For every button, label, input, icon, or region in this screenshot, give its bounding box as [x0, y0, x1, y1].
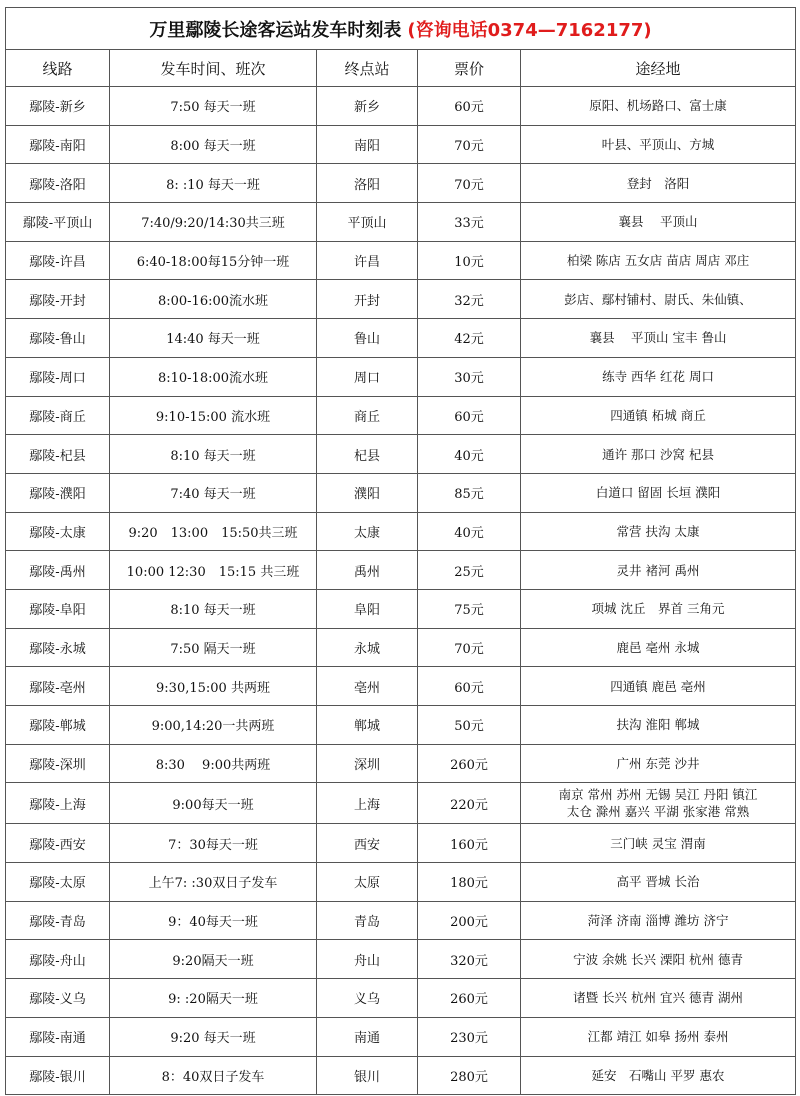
- price-cell: 220元: [418, 783, 521, 824]
- price-cell: 260元: [418, 979, 521, 1018]
- price-cell: 25元: [418, 551, 521, 590]
- table-row: [6, 706, 796, 745]
- route-cell: 鄢陵-太康: [6, 512, 110, 551]
- via-cell: [521, 319, 796, 358]
- price-cell: 60元: [418, 396, 521, 435]
- via-line: 四通镇 柘城 商丘: [610, 407, 706, 423]
- table-row: [6, 1056, 796, 1095]
- via-cell: [521, 824, 796, 863]
- via-cell: [521, 551, 796, 590]
- table-row: [6, 901, 796, 940]
- via-line: 高平 晋城 长治: [616, 874, 700, 890]
- header-time: 发车时间、班次: [110, 50, 317, 87]
- time-cell: 9:20 每天一班: [110, 1017, 317, 1056]
- destination-cell: 太原: [317, 863, 418, 902]
- table-row: [6, 940, 796, 979]
- via-cell: [521, 87, 796, 126]
- price-cell: 200元: [418, 901, 521, 940]
- destination-cell: 永城: [317, 628, 418, 667]
- table-row: [6, 863, 796, 902]
- via-cell: [521, 203, 796, 242]
- route-cell: 鄢陵-舟山: [6, 940, 110, 979]
- price-cell: 160元: [418, 824, 521, 863]
- time-cell: 8: :10 每天一班: [110, 164, 317, 203]
- price-cell: 32元: [418, 280, 521, 319]
- time-cell: 8:30 9:00共两班: [110, 744, 317, 783]
- via-line: 白道口 留固 长垣 濮阳: [595, 485, 721, 501]
- route-cell: 鄢陵-南阳: [6, 125, 110, 164]
- via-line: 鹿邑 亳州 永城: [616, 639, 700, 655]
- price-cell: 30元: [418, 357, 521, 396]
- time-cell: 9:00,14:20一共两班: [110, 706, 317, 745]
- destination-cell: 亳州: [317, 667, 418, 706]
- via-cell: [521, 125, 796, 164]
- via-cell: [521, 280, 796, 319]
- via-line-2: 太仓 滁州 嘉兴 平湖 张家港 常熟: [566, 804, 750, 820]
- via-line: 菏泽 济南 淄博 潍坊 济宁: [587, 913, 729, 929]
- via-line: 江都 靖江 如皋 扬州 泰州: [587, 1029, 729, 1045]
- destination-cell: 鲁山: [317, 319, 418, 358]
- via-line: 练寺 西华 红花 周口: [602, 369, 714, 385]
- time-cell: 6:40-18:00每15分钟一班: [110, 241, 317, 280]
- route-cell: 鄢陵-银川: [6, 1056, 110, 1095]
- via-cell: [521, 901, 796, 940]
- price-cell: 320元: [418, 940, 521, 979]
- route-cell: 鄢陵-新乡: [6, 87, 110, 126]
- via-line: 灵井 褚河 禹州: [616, 562, 700, 578]
- price-cell: 260元: [418, 744, 521, 783]
- via-line: 登封 洛阳: [626, 175, 690, 191]
- header-row: [6, 50, 796, 87]
- via-cell: [521, 435, 796, 474]
- route-cell: 鄢陵-周口: [6, 357, 110, 396]
- destination-cell: 义乌: [317, 979, 418, 1018]
- route-cell: 鄢陵-永城: [6, 628, 110, 667]
- route-cell: 鄢陵-平顶山: [6, 203, 110, 242]
- via-cell: [521, 1017, 796, 1056]
- route-cell: 鄢陵-鲁山: [6, 319, 110, 358]
- table-row: [6, 628, 796, 667]
- table-row: [6, 319, 796, 358]
- via-cell: [521, 783, 796, 824]
- route-cell: 鄢陵-濮阳: [6, 473, 110, 512]
- table-row: [6, 473, 796, 512]
- time-cell: 7：30每天一班: [110, 824, 317, 863]
- route-cell: 鄢陵-开封: [6, 280, 110, 319]
- via-line: 柏梁 陈店 五女店 苗店 周店 邓庄: [566, 253, 750, 269]
- table-row: [6, 783, 796, 824]
- page-title: [6, 8, 796, 50]
- price-cell: 33元: [418, 203, 521, 242]
- destination-cell: 濮阳: [317, 473, 418, 512]
- header-route: 线路: [6, 50, 110, 87]
- time-cell: 9:10-15:00 流水班: [110, 396, 317, 435]
- via-line: 延安 石嘴山 平罗 惠农: [591, 1067, 725, 1083]
- time-cell: 10:00 12:30 15:15 共三班: [110, 551, 317, 590]
- via-line: 常营 扶沟 太康: [616, 523, 700, 539]
- price-cell: 50元: [418, 706, 521, 745]
- table-row: [6, 1017, 796, 1056]
- time-cell: 7:50 每天一班: [110, 87, 317, 126]
- table-row: [6, 667, 796, 706]
- title-text: 万里鄢陵长途客运站发车时刻表: [149, 19, 402, 41]
- table-row: [6, 551, 796, 590]
- table-row: [6, 125, 796, 164]
- time-cell: 14:40 每天一班: [110, 319, 317, 358]
- via-line: 襄县 平顶山: [618, 214, 698, 230]
- price-cell: 230元: [418, 1017, 521, 1056]
- destination-cell: 许昌: [317, 241, 418, 280]
- via-line: 南京 常州 苏州 无锡 吴江 丹阳 镇江: [558, 787, 758, 803]
- via-cell: [521, 979, 796, 1018]
- table-row: [6, 164, 796, 203]
- route-cell: 鄢陵-亳州: [6, 667, 110, 706]
- schedule-sheet: [5, 7, 795, 1095]
- via-line: 扶沟 淮阳 郸城: [616, 717, 700, 733]
- via-cell: [521, 241, 796, 280]
- route-cell: 鄢陵-郸城: [6, 706, 110, 745]
- destination-cell: 新乡: [317, 87, 418, 126]
- via-cell: [521, 863, 796, 902]
- table-row: [6, 824, 796, 863]
- destination-cell: 开封: [317, 280, 418, 319]
- destination-cell: 南通: [317, 1017, 418, 1056]
- time-cell: 9:00每天一班: [110, 783, 317, 824]
- destination-cell: 太康: [317, 512, 418, 551]
- price-cell: 180元: [418, 863, 521, 902]
- route-cell: 鄢陵-许昌: [6, 241, 110, 280]
- header-destination: 终点站: [317, 50, 418, 87]
- via-line: 叶县、平顶山、方城: [601, 137, 715, 153]
- destination-cell: 青岛: [317, 901, 418, 940]
- table-row: [6, 512, 796, 551]
- via-line: 广州 东莞 沙井: [616, 756, 700, 772]
- time-cell: 8:10 每天一班: [110, 435, 317, 474]
- via-line: 彭店、鄢村铺村、尉氏、朱仙镇、: [564, 291, 752, 307]
- route-cell: 鄢陵-南通: [6, 1017, 110, 1056]
- time-cell: 7:40/9:20/14:30共三班: [110, 203, 317, 242]
- time-cell: 7:50 隔天一班: [110, 628, 317, 667]
- via-cell: [521, 512, 796, 551]
- time-cell: 9:30,15:00 共两班: [110, 667, 317, 706]
- header-via: 途经地: [521, 50, 796, 87]
- destination-cell: 阜阳: [317, 589, 418, 628]
- time-cell: 9：40每天一班: [110, 901, 317, 940]
- route-cell: 鄢陵-禹州: [6, 551, 110, 590]
- via-cell: [521, 473, 796, 512]
- destination-cell: 舟山: [317, 940, 418, 979]
- route-cell: 鄢陵-深圳: [6, 744, 110, 783]
- table-row: [6, 203, 796, 242]
- destination-cell: 深圳: [317, 744, 418, 783]
- table-row: [6, 396, 796, 435]
- price-cell: 70元: [418, 164, 521, 203]
- table-row: [6, 280, 796, 319]
- via-cell: [521, 706, 796, 745]
- table-row: [6, 979, 796, 1018]
- time-cell: 上午7: :30双日子发车: [110, 863, 317, 902]
- destination-cell: 禹州: [317, 551, 418, 590]
- destination-cell: 商丘: [317, 396, 418, 435]
- time-cell: 7:40 每天一班: [110, 473, 317, 512]
- table-row: [6, 589, 796, 628]
- destination-cell: 洛阳: [317, 164, 418, 203]
- time-cell: 8：40双日子发车: [110, 1056, 317, 1095]
- destination-cell: 上海: [317, 783, 418, 824]
- destination-cell: 银川: [317, 1056, 418, 1095]
- route-cell: 鄢陵-阜阳: [6, 589, 110, 628]
- price-cell: 42元: [418, 319, 521, 358]
- via-cell: [521, 1056, 796, 1095]
- table-row: [6, 357, 796, 396]
- price-cell: 40元: [418, 512, 521, 551]
- route-cell: 鄢陵-杞县: [6, 435, 110, 474]
- time-cell: 9:20 13:00 15:50共三班: [110, 512, 317, 551]
- time-cell: 8:10 每天一班: [110, 589, 317, 628]
- schedule-table: [5, 7, 796, 1095]
- via-line: 三门峡 灵宝 渭南: [610, 835, 706, 851]
- route-cell: 鄢陵-上海: [6, 783, 110, 824]
- destination-cell: 西安: [317, 824, 418, 863]
- route-cell: 鄢陵-商丘: [6, 396, 110, 435]
- via-line: 诸暨 长兴 杭州 宜兴 德青 湖州: [573, 990, 743, 1006]
- time-cell: 8:00-16:00流水班: [110, 280, 317, 319]
- via-line: 四通镇 鹿邑 亳州: [610, 678, 706, 694]
- table-row: [6, 435, 796, 474]
- schedule-body: [6, 87, 796, 1095]
- destination-cell: 杞县: [317, 435, 418, 474]
- route-cell: 鄢陵-洛阳: [6, 164, 110, 203]
- route-cell: 鄢陵-义乌: [6, 979, 110, 1018]
- table-row: [6, 744, 796, 783]
- destination-cell: 南阳: [317, 125, 418, 164]
- via-line: 宁波 余姚 长兴 溧阳 杭州 德青: [573, 951, 743, 967]
- price-cell: 60元: [418, 87, 521, 126]
- via-cell: [521, 940, 796, 979]
- header-price: 票价: [418, 50, 521, 87]
- via-line: 项城 沈丘 界首 三角元: [591, 601, 725, 617]
- phone-text: (咨询电话0374—7162177): [407, 19, 652, 41]
- price-cell: 70元: [418, 628, 521, 667]
- via-line: 原阳、机场路口、富士康: [589, 98, 727, 114]
- price-cell: 10元: [418, 241, 521, 280]
- via-line: 通许 那口 沙窝 杞县: [602, 446, 714, 462]
- price-cell: 70元: [418, 125, 521, 164]
- route-cell: 鄢陵-太原: [6, 863, 110, 902]
- destination-cell: 平顶山: [317, 203, 418, 242]
- destination-cell: 周口: [317, 357, 418, 396]
- time-cell: 8:00 每天一班: [110, 125, 317, 164]
- time-cell: 8:10-18:00流水班: [110, 357, 317, 396]
- via-cell: [521, 164, 796, 203]
- route-cell: 鄢陵-西安: [6, 824, 110, 863]
- via-cell: [521, 744, 796, 783]
- route-cell: 鄢陵-青岛: [6, 901, 110, 940]
- price-cell: 60元: [418, 667, 521, 706]
- via-cell: [521, 628, 796, 667]
- price-cell: 40元: [418, 435, 521, 474]
- table-row: [6, 87, 796, 126]
- destination-cell: 郸城: [317, 706, 418, 745]
- time-cell: 9: :20隔天一班: [110, 979, 317, 1018]
- via-cell: [521, 667, 796, 706]
- via-cell: [521, 396, 796, 435]
- via-line: 襄县 平顶山 宝丰 鲁山: [589, 330, 727, 346]
- price-cell: 85元: [418, 473, 521, 512]
- table-row: [6, 241, 796, 280]
- time-cell: 9:20隔天一班: [110, 940, 317, 979]
- via-cell: [521, 589, 796, 628]
- price-cell: 75元: [418, 589, 521, 628]
- via-cell: [521, 357, 796, 396]
- price-cell: 280元: [418, 1056, 521, 1095]
